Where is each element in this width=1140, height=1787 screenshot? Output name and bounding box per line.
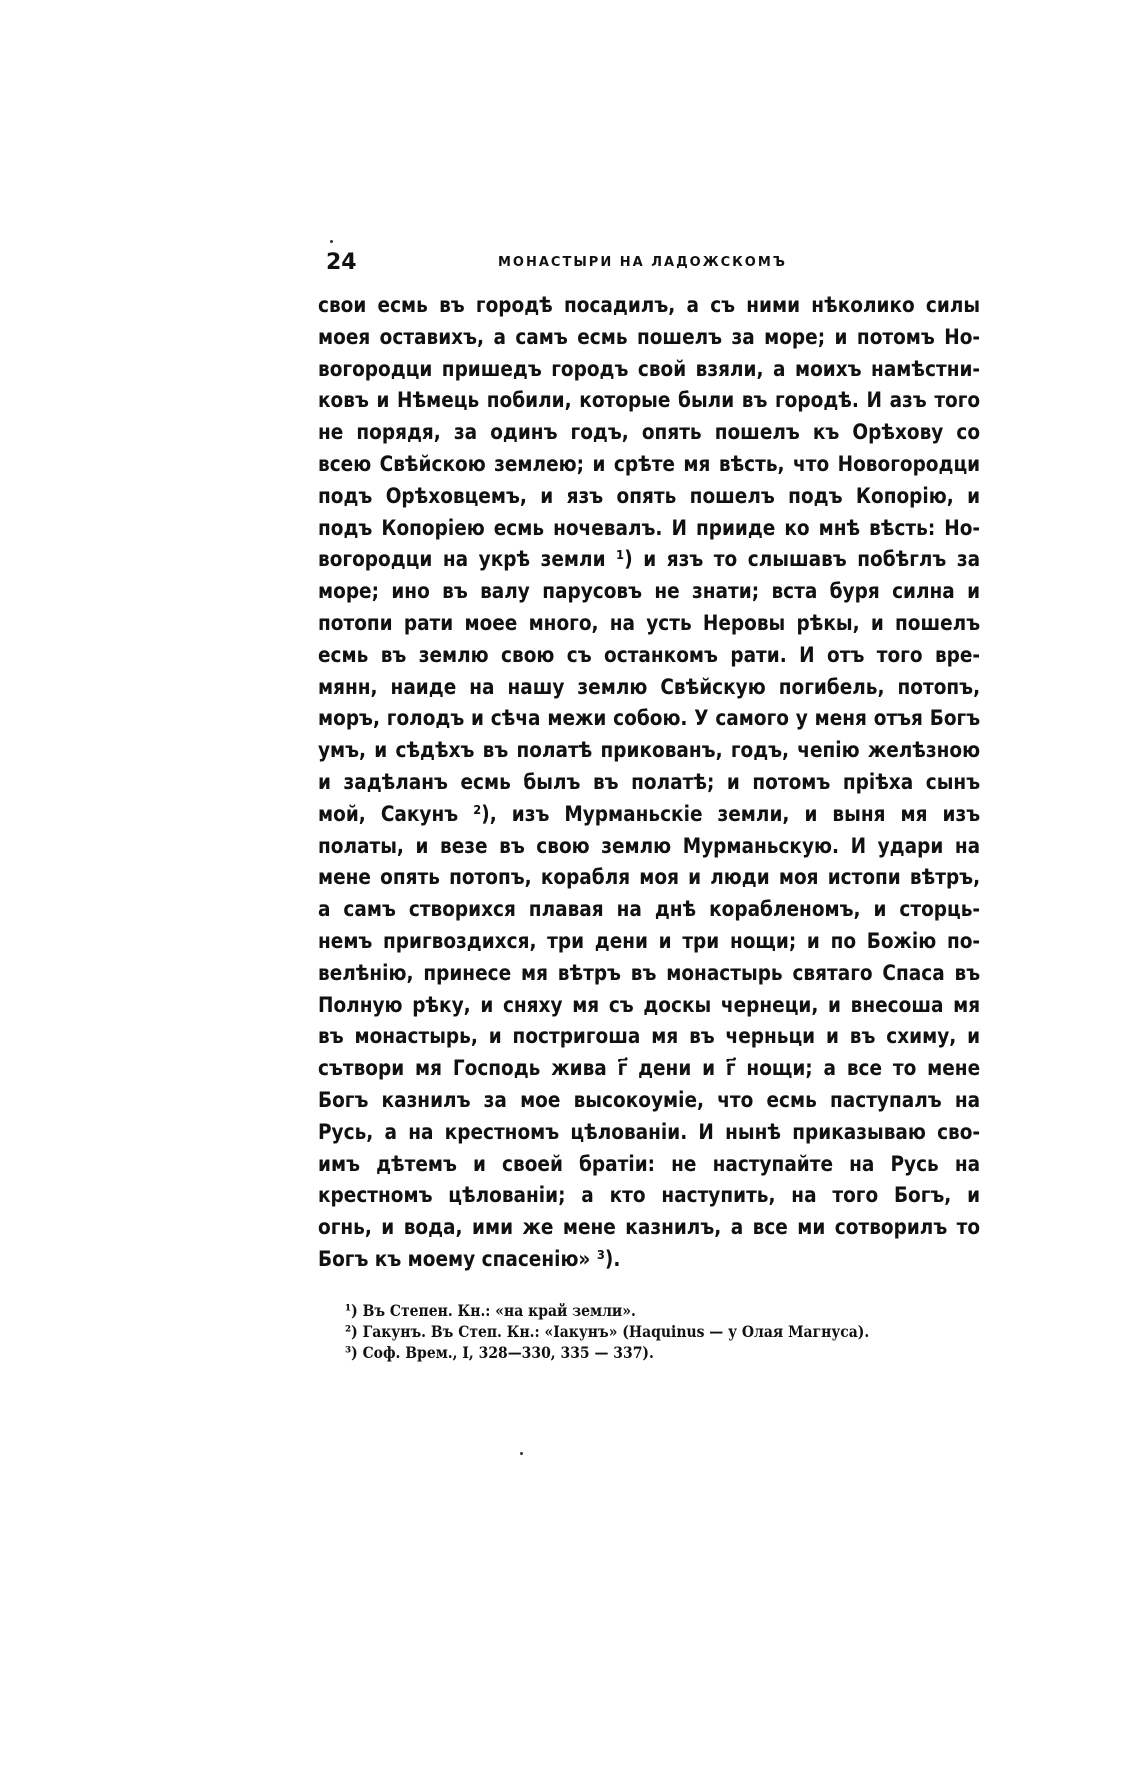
- text-line: подъ Орѣховцемъ, и язъ опять пошелъ подъ Копорію, и: [318, 483, 981, 509]
- text-line: мене опять потопъ, корабля моя и люди моя истопи вѣтръ,: [318, 865, 981, 891]
- text-line: Богъ казнилъ за мое высокоуміе, что есмь паступалъ на: [318, 1087, 981, 1113]
- text-line: всею Свѣйскою землею; и срѣте мя вѣсть, что Новогородци: [318, 451, 981, 477]
- text-line: и задѣланъ есмь былъ въ полатѣ; и потомъ пріѣха сынъ: [318, 769, 981, 795]
- text-line: свои есмь въ городѣ посадилъ, а съ ними нѣколико силы: [318, 293, 981, 318]
- footnote-1: ¹) Въ Степен. Кн.: «на край земли».: [345, 1301, 636, 1320]
- text-line: мянн, наиде на нашу землю Свѣйскую погибель, потопъ,: [318, 674, 981, 700]
- text-line: не порядя, за одинъ годъ, опять пошелъ къ Орѣхову со: [318, 420, 981, 446]
- scan-speck: [520, 1452, 523, 1455]
- text-line: моея оставихъ, а самъ есмь пошелъ за море; и потомъ Но-: [318, 324, 981, 350]
- footnotes: [345, 1300, 985, 1363]
- text-line: велѣнію, принесе мя вѣтръ въ монастырь святаго Спаса въ: [318, 960, 981, 986]
- text-line: мой, Сакунъ ²), изъ Мурманьскіе земли, и выня мя изъ: [318, 801, 981, 827]
- text-line: умъ, и сѣдѣхъ въ полатѣ прикованъ, годъ, чепію желѣзною: [318, 738, 981, 764]
- footnote-2: ²) Гакунъ. Въ Степ. Кн.: «Іакунъ» (Haquinus — у Олая Магнуса).: [345, 1322, 870, 1341]
- text-line: крестномъ цѣлованіи; а кто наступить, на того Богъ, и: [318, 1183, 981, 1209]
- text-line: немъ пригвоздихся, три дени и три нощи; и по Божію по-: [318, 928, 981, 954]
- footnote-3: ³) Соф. Врем., I, 328—330, 335 — 337).: [345, 1343, 654, 1362]
- body-text: [318, 290, 980, 1276]
- text-line: есмь въ землю свою съ останкомъ рати. И отъ того вре-: [318, 642, 981, 668]
- scan-speck: [330, 240, 333, 243]
- running-title: МОНАСТЫРИ НА ЛАДОЖСКОМЪ: [498, 255, 787, 270]
- text-line: огнь, и вода, ими же мене казнилъ, а все ми сотворилъ то: [318, 1215, 981, 1241]
- text-line: подъ Копоріею есмь ночевалъ. И прииде ко мнѣ вѣсть: Но-: [318, 515, 981, 541]
- text-line: а самъ створихся плавая на днѣ корабленомъ, и сторць-: [318, 897, 981, 923]
- page-number: 24: [326, 250, 357, 275]
- text-line: моръ, голодъ и сѣча межи собою. У самого у меня отъя Богъ: [318, 706, 981, 732]
- text-line-last: Богъ къ моему спасенію» ³).: [318, 1246, 621, 1272]
- text-line: полаты, и везе въ свою землю Мурманьскую. И удари на: [318, 833, 981, 859]
- text-line: Русь, а на крестномъ цѣлованіи. И нынѣ приказываю сво-: [318, 1119, 981, 1145]
- text-line: вогородци пришедъ городъ свой взяли, а моихъ намѣстни-: [318, 356, 981, 382]
- text-line: въ монастырь, и постригоша мя въ черньци и въ схиму, и: [318, 1024, 981, 1050]
- text-line: потопи рати моее много, на усть Неровы рѣкы, и пошелъ: [318, 610, 981, 636]
- text-line: вогородци на укрѣ земли ¹) и язъ то слышавъ побѣглъ за: [318, 547, 981, 573]
- text-line: сътвори мя Господь жива г҃ дени и г҃ нощи; а все то мене: [318, 1056, 981, 1082]
- page-header: [318, 250, 980, 284]
- text-line: имъ дѣтемъ и своей братіи: не наступайте на Русь на: [318, 1151, 981, 1177]
- text-line: Полную рѣку, и сняху мя съ доскы чернеци, и внесоша мя: [318, 992, 981, 1018]
- text-line: море; ино въ валу парусовъ не знати; вста буря силна и: [318, 579, 981, 605]
- text-line: ковъ и Нѣмець побили, которые были въ городѣ. И азъ того: [318, 388, 981, 414]
